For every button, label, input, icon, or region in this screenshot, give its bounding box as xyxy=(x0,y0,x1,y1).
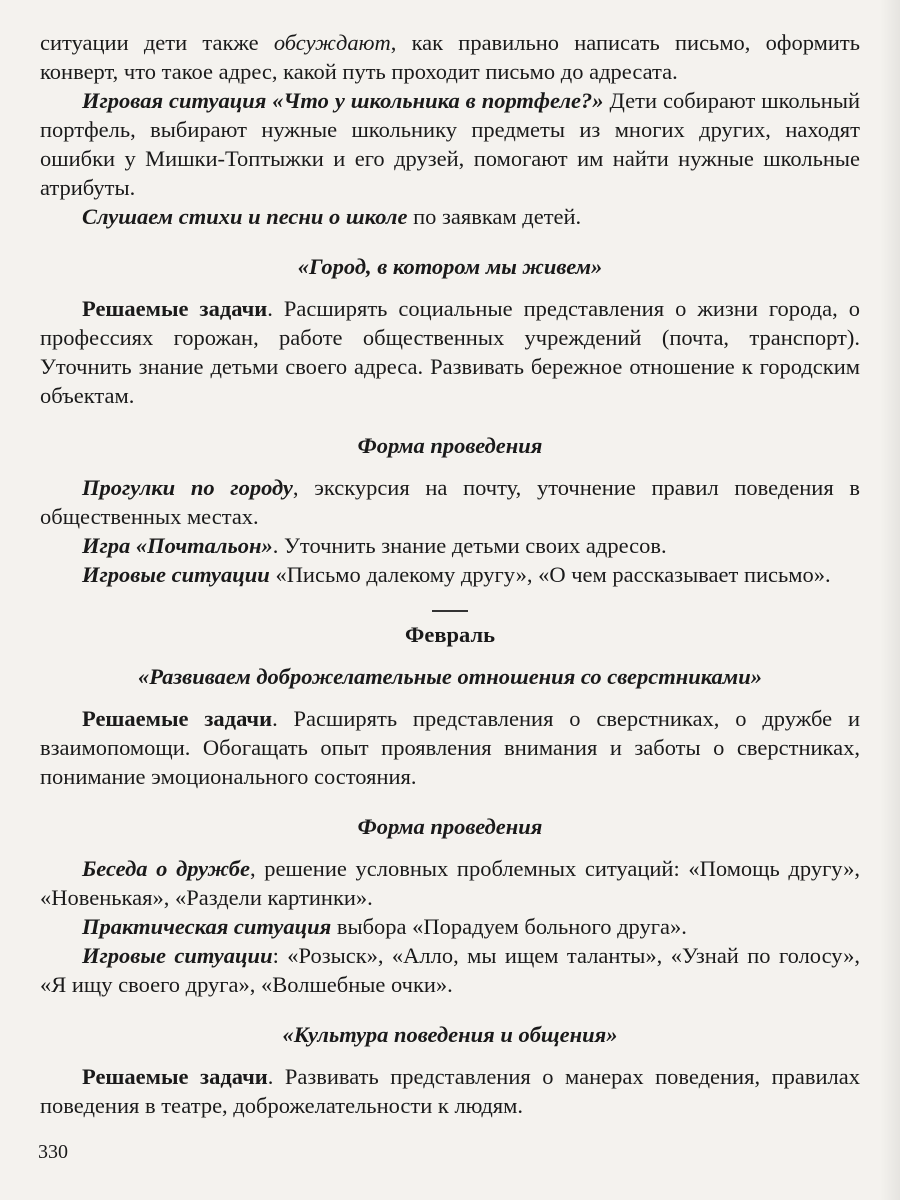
paragraph-city-tasks: Решаемые задачи. Расширять социальные представления о жизни города, о профессиях горожан, работе общественных учреждений (почта, транспорт). Уточнить знание детьми своего адреса. Развивать бережное отношение к городским объектам. xyxy=(40,296,860,408)
paragraph-school-bag-game: Игровая ситуация «Что у школьника в портфеле?» Дети собирают школьный портфель, выбирают нужные школьнику предметы из многих других, находят ошибки у Мишки-Топтыжки и его друзей, помогают им найти нужные школьные атрибуты. xyxy=(40,88,861,200)
activity-title: Игровые ситуации xyxy=(82,943,273,968)
page-number: 330 xyxy=(38,1141,68,1163)
paragraph-practical-situation: Практическая ситуация выбора «Порадуем больного друга». xyxy=(82,914,687,939)
subheading-form-city: Форма проведения xyxy=(357,433,543,458)
activity-title: Практическая ситуация xyxy=(82,914,332,939)
tasks-label: Решаемые задачи xyxy=(82,296,268,321)
tasks-label: Решаемые задачи xyxy=(82,1064,268,1089)
activity-title: Игровая ситуация «Что у школьника в портфеле?» xyxy=(82,88,604,113)
section-heading-culture: «Культура поведения и общения» xyxy=(282,1022,618,1047)
tasks-label: Решаемые задачи xyxy=(82,706,273,731)
paragraph-poems-songs: Слушаем стихи и песни о школе по заявкам детей. xyxy=(82,204,582,229)
paragraph-friendship-talk: Беседа о дружбе, решение условных проблемных ситуаций: «Помощь другу», «Новенькая», «Раздели картинки». xyxy=(40,856,860,910)
paragraph-culture-tasks: Решаемые задачи. Развивать представления о манерах поведения, правилах поведения в театре, доброжелательности к людям. xyxy=(40,1064,860,1118)
paragraph-game-situations: Игровые ситуации: «Розыск», «Алло, мы ищем таланты», «Узнай по голосу», «Я ищу своего друга», «Волшебные очки». xyxy=(40,943,860,997)
month-heading: Февраль xyxy=(405,622,495,647)
emphasis: обсуждают xyxy=(273,30,391,55)
subheading-form-peers: Форма проведения xyxy=(357,814,543,839)
paragraph-peers-tasks: Решаемые задачи. Расширять представления о сверстниках, о дружбе и взаимопомощи. Обогащать опыт проявления внимания и заботы о сверстниках, понимание эмоционального состояния. xyxy=(40,706,860,789)
section-heading-city: «Город, в котором мы живем» xyxy=(297,254,603,279)
paragraph-letter-situations: Игровые ситуации «Письмо далекому другу», «О чем рассказывает письмо». xyxy=(82,562,831,587)
activity-title: Прогулки по городу xyxy=(82,475,293,500)
section-heading-peers: «Развиваем доброжелательные отношения со сверстниками» xyxy=(138,664,762,689)
paragraph-city-walks: Прогулки по городу, экскурсия на почту, уточнение правил поведения в общественных местах. xyxy=(40,475,860,529)
activity-title: Слушаем стихи и песни о школе xyxy=(82,204,408,229)
paragraph-postman-game: Игра «Почтальон». Уточнить знание детьми своих адресов. xyxy=(82,533,667,558)
paragraph-letter-discussion: ситуации дети также обсуждают, как правильно написать письмо, оформить конверт, что такое адрес, какой путь проходит письмо до адресата. xyxy=(40,30,861,84)
activity-title: Беседа о дружбе xyxy=(82,856,250,881)
divider xyxy=(432,610,468,612)
activity-title: Игровые ситуации xyxy=(82,562,270,587)
activity-title: Игра «Почтальон» xyxy=(82,533,273,558)
